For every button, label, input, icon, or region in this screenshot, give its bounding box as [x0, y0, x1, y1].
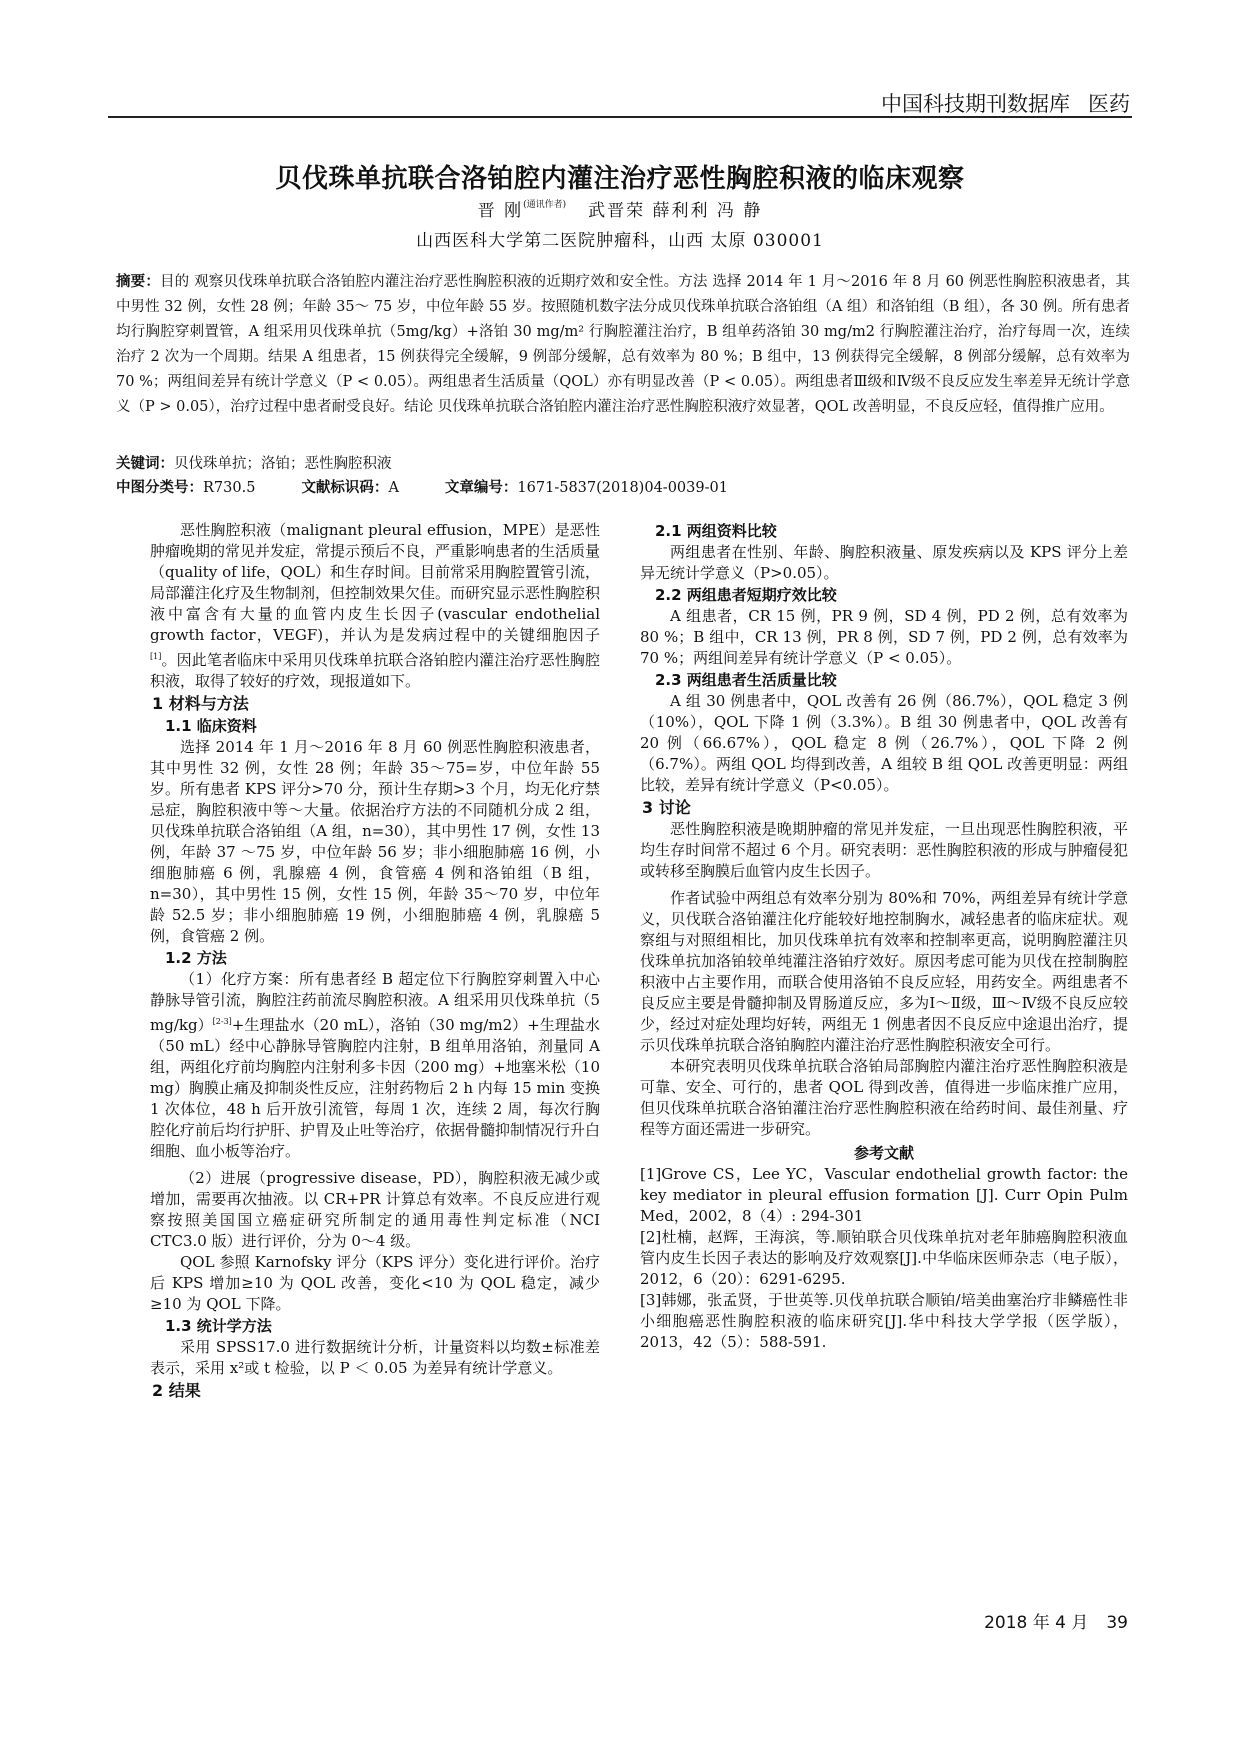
- reference-item: [1]Grove CS，Lee YC，Vascular endothelial growth factor: the key mediator in pleural effusion formation [J]. Curr Opin Pulm Med，2002，8（4）: 294-301: [640, 1165, 1128, 1225]
- method-paragraph-2: （2）进展（progressive disease，PD），胸腔积液无减少或增加，需要再次抽液。以 CR+PR 计算总有效率。不良反应进行观察按照美国国立癌症研究所制定的通用毒性判定标准（NCI CTC3.0 版）进行评价，分为 0～4 级。: [150, 1169, 600, 1250]
- citation-1: [1]: [150, 652, 162, 661]
- method-text-a: （1）化疗方案：所有患者经 B 超定位下行胸腔穿刺置入中心静脉导管引流，胸腔注药前流尽胸腔积液。A 组采用贝伐珠单抗（5 mg/kg）: [150, 970, 600, 1034]
- subsection-heading-1-2: 1.2 方法: [165, 949, 227, 967]
- doc-code-value: A: [388, 480, 399, 496]
- intro-paragraph: [150, 520, 600, 692]
- page-number: 39: [1106, 1613, 1128, 1633]
- citation-2-3: [2-3]: [212, 1017, 232, 1026]
- method-paragraph-3: QOL 参照 Karnofsky 评分（KPS 评分）变化进行评价。治疗后 KPS 增加≥10 为 QOL 改善，变化<10 为 QOL 稳定，减少≥10 为 QOL 下降。: [150, 1253, 600, 1313]
- abstract: [116, 270, 1130, 420]
- subsection-heading-2-2: 2.2 两组患者短期疗效比较: [655, 586, 837, 604]
- page-footer: [984, 1608, 1128, 1633]
- comparison-paragraph: 两组患者在性别、年龄、胸腔积液量、原发疾病以及 KPS 评分上差异无统计学意义（P>0.05）。: [640, 543, 1128, 582]
- reference-item: [3]韩娜，张孟贤，于世英等.贝伐单抗联合顺铂/培美曲塞治疗非鳞癌性非小细胞癌恶性胸腔积液的临床研究[J].华中科技大学学报（医学版），2013，42（5）：588-591.: [640, 1291, 1128, 1351]
- subsection-heading-2-1: 2.1 两组资料比较: [655, 522, 777, 540]
- clc-value: R730.5: [203, 480, 256, 496]
- clc-label: 中图分类号：: [116, 480, 203, 496]
- reference-item: [2]杜楠，赵辉，王海滨，等.顺铂联合贝伐珠单抗对老年肺癌胸腔积液血管内皮生长因子表达的影响及疗效观察[J].中华临床医师杂志（电子版），2012，6（20）：6291-6295.: [640, 1228, 1128, 1288]
- keywords: [116, 452, 1130, 473]
- statistics-paragraph: 采用 SPSS17.0 进行数据统计分析，计量资料以均数±标准差表示，采用 x²或 t 检验，以 P ＜ 0.05 为差异有统计学意义。: [150, 1338, 600, 1377]
- header-rule: [108, 116, 1132, 118]
- qol-paragraph: A 组 30 例患者中，QOL 改善有 26 例（86.7%），QOL 稳定 3 例（10%），QOL 下降 1 例（3.3%）。B 组 30 例患者中，QOL 改善有 20 例（66.67%），QOL 稳定 8 例（26.7%），QOL 下降 2 例（6.7%）。两组 QOL 均得到改善，A 组较 B 组 QOL 改善更明显：两组比较，差异有统计学意义（P<0.05）。: [640, 692, 1128, 794]
- references-heading: 参考文献: [853, 1144, 914, 1162]
- section-heading-1: 1 材料与方法: [152, 694, 249, 713]
- article-no-label: 文章编号：: [444, 480, 518, 496]
- first-author: 晋 刚: [477, 201, 524, 221]
- running-header: [881, 88, 1130, 118]
- efficacy-paragraph: A 组患者，CR 15 例，PR 9 例，SD 4 例，PD 2 例，总有效率为 80 %；B 组中，CR 13 例，PR 8 例，SD 7 例，PD 2 例，总有效率为 70 %；两组间差异有统计学意义（P < 0.05）。: [640, 607, 1128, 667]
- subsection-heading-1-3: 1.3 统计学方法: [165, 1317, 272, 1335]
- author-line: [108, 196, 1132, 221]
- method-text-b: +生理盐水（20 mL），洛铂（30 mg/m2）+生理盐水（50 mL）经中心静脉导管胸腔内注射，B 组单用洛铂，剂量同 A 组，两组化疗前均胸腔内注射利多卡因（200 mg）+地塞米松（10 mg）胸膜止痛及抑制炎性反应，注射药物后 2 h 内每 15 min 变换 1 次体位，48 h 后开放引流管，每周 1 次，连续 2 周，每次行胸腔化疗前后均行护肝、护胃及止吐等治疗，依据骨髓抑制情况行升白细胞、血小板等治疗。: [150, 1016, 601, 1160]
- discussion-paragraph-3: 本研究表明贝伐珠单抗联合洛铂局部胸腔内灌注治疗恶性胸腔积液是可靠、安全、可行的，患者 QOL 得到改善，值得进一步临床推广应用，但贝伐珠单抗联合洛铂灌注治疗恶性胸腔积液在给药时间、最佳剂量、疗程等方面还需进一步研究。: [640, 1057, 1128, 1138]
- intro-text: 恶性胸腔积液（malignant pleural effusion，MPE）是恶性肿瘤晚期的常见并发症，常提示预后不良，严重影响患者的生活质量（quality of life，QOL）和生存时间。目前常采用胸腔置管引流，局部灌注化疗及生物制剂，但控制效果欠佳。而研究显示恶性胸腔积液中富含有大量的血管内皮生长因子(vascular endothelial growth factor，VEGF)，并认为是发病过程中的关键细胞因子: [150, 521, 601, 644]
- clinical-data-paragraph: 选择 2014 年 1 月～2016 年 8 月 60 例恶性胸腔积液患者，其中男性 32 例，女性 28 例；年龄 35～75=岁，中位年龄 55 岁。所有患者 KPS 评分>70 分，预计生存期>3 个月，均无化疗禁忌症，胸腔积液中等～大量。依据治疗方法的不同随机分成 2 组，贝伐珠单抗联合洛铂组（A 组，n=30），其中男性 17 例，女性 13 例，年龄 37 ～75 岁，中位年龄 56 岁；非小细胞肺癌 16 例，小细胞肺癌 6 例，乳腺癌 4 例，食管癌 4 例和洛铂组（B 组，n=30），其中男性 15 例，女性 15 例，年龄 35～70 岁，中位年龄 52.5 岁；非小细胞肺癌 19 例，小细胞肺癌 4 例，乳腺癌 5 例，食管癌 2 例。: [150, 738, 600, 945]
- journal-name: 中国科技期刊数据库: [881, 92, 1070, 116]
- issue-date: 2018 年 4 月: [984, 1613, 1089, 1633]
- abstract-label: 摘要：: [116, 274, 161, 290]
- discussion-paragraph-1: 恶性胸腔积液是晚期肿瘤的常见并发症，一旦出现恶性胸腔积液，平均生存时间常不超过 6 个月。研究表明：恶性胸腔积液的形成与肿瘤侵犯或转移至胸膜后血管内皮生长因子。: [640, 820, 1128, 880]
- abstract-text: 目的 观察贝伐珠单抗联合洛铂腔内灌注治疗恶性胸腔积液的近期疗效和安全性。方法 选择 2014 年 1 月～2016 年 8 月 60 例恶性胸腔积液患者，其中男性 32 例，女性 28 例；年龄 35～ 75 岁，中位年龄 55 岁。按照随机数字法分成贝伐珠单抗联合洛铂组（A 组）和洛铂组（B 组），各 30 例。所有患者均行胸腔穿刺置管，A 组采用贝伐珠单抗（5mg/kg）+洛铂 30 mg/m² 行胸腔灌注治疗，B 组单药洛铂 30 mg/m2 行胸腔灌注治疗，治疗每周一次，连续治疗 2 次为一个周期。结果 A 组患者，15 例获得完全缓解，9 例部分缓解，总有效率为 80 %；B 组中，13 例获得完全缓解，8 例部分缓解，总有效率为 70 %；两组间差异有统计学意义（P < 0.05）。两组患者生活质量（QOL）亦有明显改善（P < 0.05）。两组患者Ⅲ级和Ⅳ级不良反应发生率差异无统计学意义（P > 0.05），治疗过程中患者耐受良好。结论 贝伐珠单抗联合洛铂腔内灌注治疗恶性胸腔积液疗效显著，QOL 改善明显，不良反应轻，值得推广应用。: [116, 274, 1130, 415]
- subsection-heading-1-1: 1.1 临床资料: [165, 717, 257, 735]
- section-heading-3: 3 讨论: [642, 798, 691, 817]
- affiliation: 山西医科大学第二医院肿瘤科，山西 太原 030001: [416, 231, 824, 251]
- article-title: 贝伐珠单抗联合洛铂腔内灌注治疗恶性胸腔积液的临床观察: [275, 164, 965, 194]
- left-column: [150, 520, 600, 1402]
- classification-line: [116, 476, 1130, 497]
- other-authors: 武晋荣 薛利利 冯 静: [588, 201, 763, 221]
- section-heading-2: 2 结果: [152, 1381, 201, 1400]
- right-column: [640, 520, 1128, 1353]
- discussion-paragraph-2: 作者试验中两组总有效率分别为 80%和 70%，两组差异有统计学意义，贝伐联合洛铂灌注化疗能较好地控制胸水，减轻患者的临床症状。观察组与对照组相比，加贝伐珠单抗有效率和控制率更高，说明胸腔灌注贝伐珠单抗加洛铂较单纯灌注洛铂疗效好。原因考虑可能为贝伐在控制胸腔积液中占主要作用，而联合使用洛铂不良反应轻，用药安全。两组患者不良反应主要是骨髓抑制及胃肠道反应，多为Ⅰ～Ⅱ级，Ⅲ～Ⅳ级不良反应较少，经过对症处理均好转，两组无 1 例患者因不良反应中途退出治疗，提示贝伐珠单抗联合洛铂胸腔内灌注治疗恶性胸腔积液安全可行。: [640, 889, 1128, 1054]
- subsection-heading-2-3: 2.3 两组患者生活质量比较: [655, 671, 837, 689]
- corresponding-note: (通讯作者): [523, 200, 567, 210]
- keywords-text: 贝伐珠单抗；洛铂；恶性胸腔积液: [174, 456, 392, 472]
- journal-section: 医药: [1088, 92, 1130, 116]
- article-no-value: 1671-5837(2018)04-0039-01: [517, 480, 728, 496]
- method-paragraph-1: [150, 969, 600, 1162]
- keywords-label: 关键词：: [116, 456, 174, 472]
- intro-text-end: 。因此笔者临床中采用贝伐珠单抗联合洛铂腔内灌注治疗恶性胸腔积液，取得了较好的疗效，现报道如下。: [150, 651, 600, 690]
- doc-code-label: 文献标识码：: [301, 480, 389, 496]
